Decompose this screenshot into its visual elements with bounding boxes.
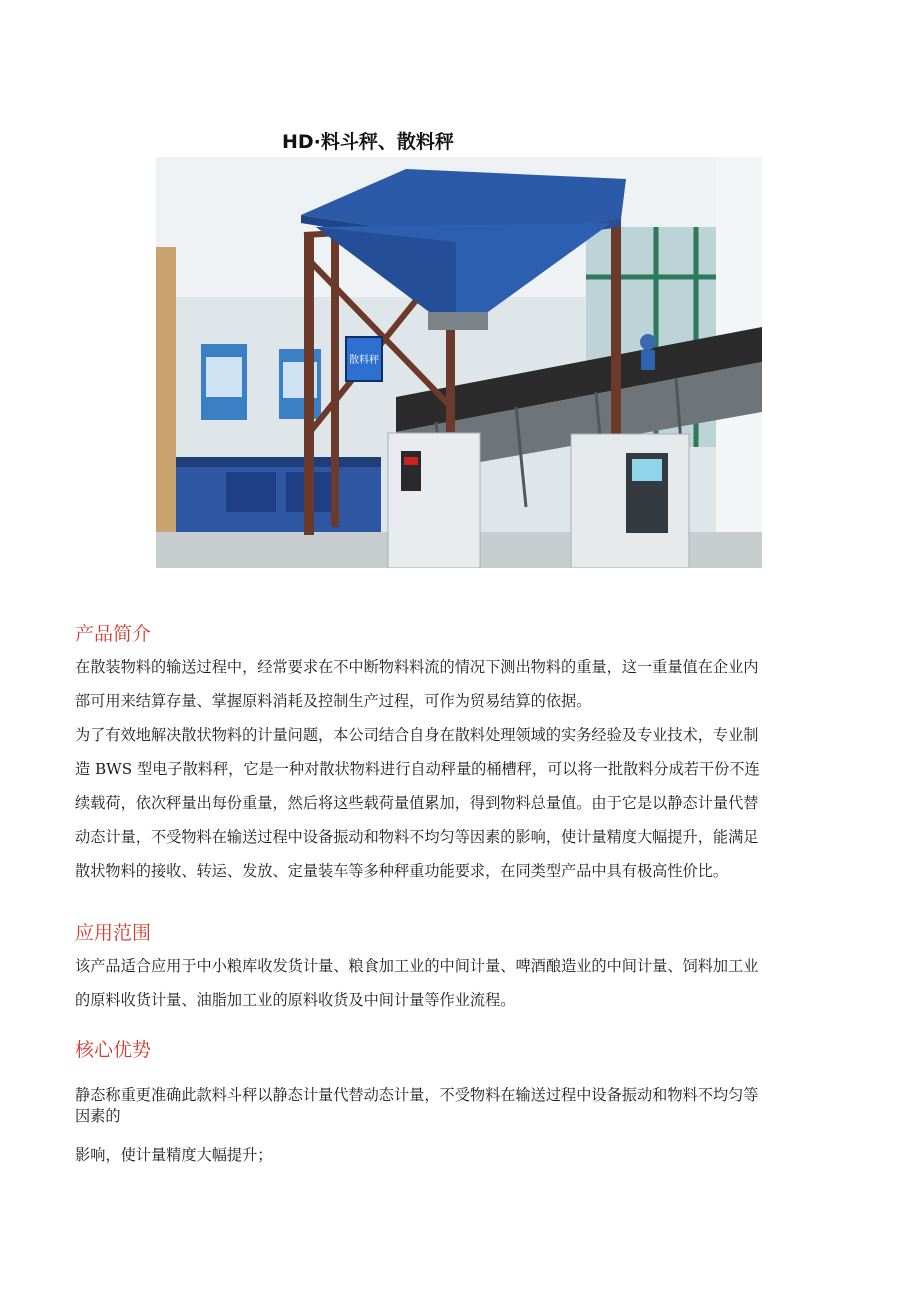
advantages-paragraph: [75, 1085, 847, 1127]
page-title: HD·料斗秤、散料秤: [282, 131, 454, 153]
intro-line: 为了有效地解决散状物料的计量问题，本公司结合自身在散料处理领域的实务经验及专业技术，专业制: [75, 726, 759, 744]
scope-line: 的原料收货计量、油脂加工业的原料收货及中间计量等作业流程。: [75, 991, 516, 1009]
advantages-line: 因素的: [75, 1107, 121, 1125]
intro-line: 动态计量，不受物料在输送过程中设备振动和物料不均匀等因素的影响，使计量精度大幅提升，能满足: [75, 828, 759, 846]
intro-paragraph: [75, 650, 847, 888]
section-heading-intro: 产品简介: [75, 623, 152, 645]
intro-line: 在散装物料的输送过程中，经常要求在不中断物料料流的情况下测出物料的重量，这一重量值在企业内: [75, 658, 759, 676]
advantages-line: 静态称重更准确此款料斗秤以静态计量代替动态计量，不受物料在输送过程中设备振动和物料不均匀等: [75, 1086, 759, 1104]
intro-line: 部可用来结算存量、掌握原料消耗及控制生产过程，可作为贸易结算的依据。: [75, 692, 592, 710]
photo-sign-text: 散料秤: [349, 355, 379, 366]
intro-line: 续载荷，依次秤量出每份重量，然后将这些载荷量值累加，得到物料总量值。由于它是以静态计量代替: [75, 794, 759, 812]
advantages-line-2: 影响，使计量精度大幅提升；: [75, 1146, 273, 1164]
intro-line: 散状物料的接收、转运、发放、定量装车等多种秤重功能要求，在同类型产品中具有极高性价比。: [75, 862, 729, 880]
section-heading-advantages: 核心优势: [75, 1039, 152, 1061]
scope-line: 该产品适合应用于中小粮库收发货计量、粮食加工业的中间计量、啤酒酿造业的中间计量、饲料加工业: [75, 957, 759, 975]
section-heading-scope: 应用范围: [75, 922, 152, 944]
intro-line: 造 BWS 型电子散料秤，它是一种对散状物料进行自动秤量的桶槽秤，可以将一批散料分成若干份不连: [75, 760, 760, 778]
product-photo: [156, 157, 762, 568]
scope-paragraph: [75, 949, 847, 1017]
